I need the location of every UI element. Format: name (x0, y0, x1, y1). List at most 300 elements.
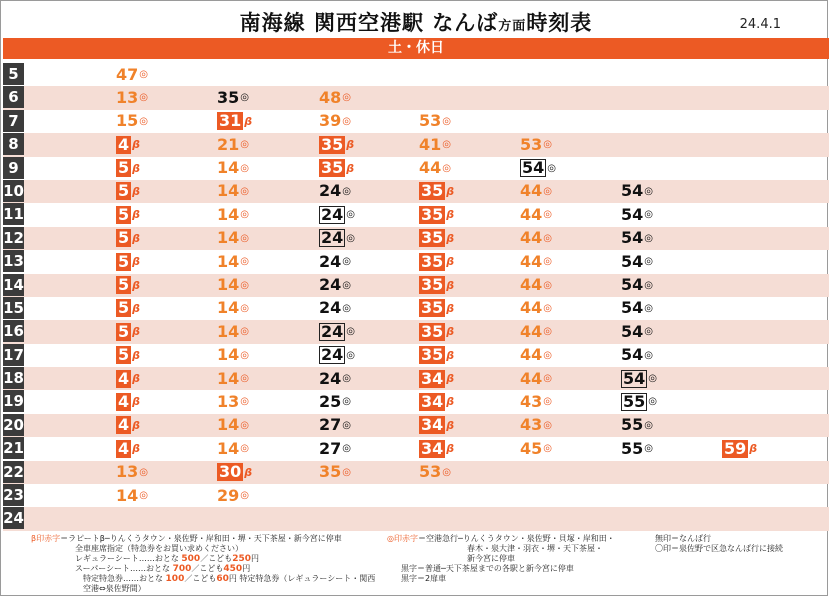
departure-time (116, 158, 140, 179)
revision-date: 24.4.1 (739, 17, 781, 32)
departure-time (116, 415, 140, 436)
hour-label: 6 (3, 86, 24, 108)
departure-minute: 44 (419, 158, 442, 178)
departure-time (520, 391, 552, 412)
departure-minute: 30 (219, 462, 242, 482)
rapit-beta-icon: β (446, 418, 455, 432)
departure-time (116, 485, 148, 506)
departure-minute: 48 (319, 87, 342, 107)
departure-minute: 44 (520, 228, 543, 248)
departure-time (319, 298, 351, 319)
departure-minute: 5 (118, 251, 130, 271)
departure-minute: 44 (520, 181, 543, 201)
express-circle-icon: ◎ (543, 185, 552, 197)
departure-time (520, 415, 552, 436)
departure-time (419, 345, 454, 366)
express-circle-icon: ◎ (240, 419, 249, 431)
rapit-beta-icon: β (132, 278, 141, 292)
rapit-beta-icon: β (132, 395, 141, 409)
departure-minute: 34 (421, 391, 444, 411)
departure-time (520, 228, 552, 249)
express-circle-icon: ◎ (346, 209, 355, 221)
rapit-beta-icon: β (446, 301, 455, 315)
title-direction: 方面 (498, 19, 527, 34)
hour-row (3, 250, 829, 273)
departure-time (419, 321, 454, 342)
hour-label: 13 (3, 252, 24, 271)
departure-time (319, 204, 355, 225)
departure-time (319, 275, 351, 296)
departure-minute: 5 (118, 158, 130, 178)
express-circle-icon: ◎ (644, 185, 653, 197)
legend-rapit-stops: ＝ラピートβ─りんくうタウン・泉佐野・岸和田・堺・天下茶屋・新今宮に停車 (60, 534, 342, 543)
hour-row (3, 461, 829, 484)
rapit-beta-icon: β (346, 161, 355, 175)
departure-minute: 4 (118, 438, 130, 458)
hour-label: 23 (3, 486, 24, 505)
departure-minute: 27 (319, 438, 342, 458)
express-circle-icon: ◎ (240, 232, 249, 244)
departure-minute: 53 (520, 134, 543, 154)
express-circle-icon: ◎ (442, 139, 451, 151)
departure-time (217, 345, 249, 366)
hour-label: 19 (3, 392, 24, 411)
departure-minute: 24 (321, 204, 344, 224)
departure-time (217, 415, 249, 436)
rapit-beta-icon: β (446, 325, 455, 339)
departure-minute: 27 (319, 415, 342, 435)
departure-time (520, 321, 552, 342)
departure-time (621, 298, 653, 319)
express-circle-icon: ◎ (342, 419, 351, 431)
hour-label: 24 (3, 509, 24, 528)
departure-time (116, 298, 140, 319)
hour-label: 11 (3, 205, 24, 224)
departure-time (520, 438, 552, 459)
departure-time (520, 134, 552, 155)
hour-row (3, 507, 829, 530)
rapit-beta-icon: β (446, 231, 455, 245)
rapit-beta-icon: β (132, 348, 141, 362)
express-circle-icon: ◎ (442, 162, 451, 174)
express-circle-icon: ◎ (543, 326, 552, 338)
departure-minute: 35 (217, 87, 240, 107)
rapit-beta-icon: β (132, 418, 141, 432)
departure-minute: 21 (217, 134, 240, 154)
express-circle-icon: ◎ (543, 139, 552, 151)
hour-row (3, 227, 829, 250)
hour-label: 22 (3, 462, 24, 481)
hour-row (3, 414, 829, 437)
departure-time (217, 391, 249, 412)
hour-label: 10 (3, 181, 24, 200)
departure-time (419, 438, 454, 459)
departure-time (217, 368, 249, 389)
departure-time (621, 251, 653, 272)
departure-time (319, 345, 355, 366)
express-circle-icon: ◎ (342, 443, 351, 455)
departure-time (520, 345, 552, 366)
legend-beta-mark: β印 (31, 534, 45, 543)
departure-minute: 15 (116, 111, 139, 131)
departure-time (621, 345, 653, 366)
departure-time (319, 87, 351, 108)
express-circle-icon: ◎ (240, 139, 249, 151)
departure-time (520, 158, 556, 179)
express-circle-icon: ◎ (543, 232, 552, 244)
rapit-beta-icon: β (132, 325, 141, 339)
hour-row (3, 320, 829, 343)
departure-time (419, 204, 454, 225)
express-circle-icon: ◎ (648, 373, 657, 385)
departure-minute: 35 (421, 321, 444, 341)
express-circle-icon: ◎ (139, 69, 148, 80)
departure-minute: 59 (724, 438, 747, 458)
express-circle-icon: ◎ (644, 302, 653, 314)
express-circle-icon: ◎ (139, 92, 148, 104)
departure-time (116, 321, 140, 342)
departure-time (116, 134, 140, 155)
hour-row (3, 203, 829, 226)
rapit-beta-icon: β (132, 231, 141, 245)
departure-time (621, 368, 657, 389)
departure-minute: 54 (623, 368, 646, 388)
departure-time (217, 204, 249, 225)
departure-minute: 25 (319, 391, 342, 411)
rapit-beta-icon: β (132, 301, 141, 315)
departure-time (520, 251, 552, 272)
departure-minute: 54 (621, 298, 644, 318)
departure-time (217, 485, 249, 506)
rapit-beta-icon: β (132, 442, 141, 456)
hour-label: 14 (3, 275, 24, 294)
departure-time (319, 251, 351, 272)
departure-minute: 53 (419, 462, 442, 482)
rapit-beta-icon: β (132, 184, 141, 198)
express-circle-icon: ◎ (240, 256, 249, 268)
departure-time (217, 228, 249, 249)
departure-minute: 14 (217, 345, 240, 365)
express-circle-icon: ◎ (342, 373, 351, 385)
departure-minute: 5 (118, 204, 130, 224)
rapit-beta-icon: β (132, 208, 141, 222)
departure-minute: 14 (217, 438, 240, 458)
express-circle-icon: ◎ (644, 419, 653, 431)
hour-row (3, 297, 829, 320)
departure-minute: 53 (419, 111, 442, 131)
hour-label: 16 (3, 322, 24, 341)
express-circle-icon: ◎ (240, 490, 249, 502)
express-circle-icon: ◎ (342, 185, 351, 197)
departure-minute: 43 (520, 391, 543, 411)
express-circle-icon: ◎ (346, 232, 355, 244)
express-circle-icon: ◎ (139, 490, 148, 502)
express-circle-icon: ◎ (644, 279, 653, 291)
departure-minute: 44 (520, 251, 543, 271)
departure-minute: 34 (421, 368, 444, 388)
departure-time (520, 298, 552, 319)
departure-time (722, 438, 757, 459)
departure-minute: 54 (621, 181, 644, 201)
departure-time (217, 321, 249, 342)
departure-minute: 5 (118, 345, 130, 365)
hour-row (3, 86, 829, 109)
departure-minute: 35 (319, 462, 342, 482)
express-circle-icon: ◎ (644, 209, 653, 221)
departure-time (621, 181, 653, 202)
departure-minute: 13 (116, 462, 139, 482)
departure-time (319, 415, 351, 436)
departure-minute: 31 (219, 111, 242, 131)
departure-minute: 24 (321, 321, 344, 341)
departure-minute: 5 (118, 321, 130, 341)
departure-time (116, 64, 148, 85)
rapit-beta-icon: β (446, 278, 455, 292)
departure-time (520, 275, 552, 296)
departure-minute: 34 (421, 438, 444, 458)
departure-minute: 13 (116, 87, 139, 107)
departure-minute: 54 (621, 321, 644, 341)
hour-row (3, 367, 829, 390)
express-circle-icon: ◎ (543, 396, 552, 408)
departure-minute: 4 (118, 134, 130, 154)
rapit-beta-icon: β (244, 465, 253, 479)
departure-minute: 4 (118, 415, 130, 435)
express-circle-icon: ◎ (543, 302, 552, 314)
departure-time (419, 158, 451, 179)
departure-minute: 5 (118, 275, 130, 295)
hour-row (3, 390, 829, 413)
departure-minute: 14 (217, 368, 240, 388)
express-circle-icon: ◎ (139, 115, 148, 127)
title-suffix: 時刻表 (526, 11, 593, 35)
departure-minute: 4 (118, 391, 130, 411)
departure-minute: 14 (217, 321, 240, 341)
rapit-beta-icon: β (446, 208, 455, 222)
departure-time (319, 158, 354, 179)
express-circle-icon: ◎ (342, 302, 351, 314)
hour-row (3, 437, 829, 460)
rapit-beta-icon: β (346, 138, 355, 152)
departure-time (319, 134, 354, 155)
express-circle-icon: ◎ (342, 92, 351, 104)
departure-time (419, 275, 454, 296)
departure-minute: 24 (319, 275, 342, 295)
rapit-beta-icon: β (446, 372, 455, 386)
departure-time (520, 181, 552, 202)
express-circle-icon: ◎ (240, 326, 249, 338)
departure-minute: 29 (217, 485, 240, 505)
departure-minute: 54 (621, 204, 644, 224)
legend-regular-price: レギュラーシート……おとな 500／こども250円 (75, 554, 259, 564)
hour-label: 12 (3, 228, 24, 247)
departure-minute: 39 (319, 111, 342, 131)
departure-minute: 13 (217, 391, 240, 411)
hour-label: 15 (3, 298, 24, 317)
hour-row (3, 157, 829, 180)
rapit-beta-icon: β (132, 372, 141, 386)
express-circle-icon: ◎ (442, 115, 451, 127)
departure-time (217, 251, 249, 272)
departure-minute: 55 (621, 438, 644, 458)
express-circle-icon: ◎ (240, 349, 249, 361)
express-circle-icon: ◎ (346, 326, 355, 338)
departure-time (116, 228, 140, 249)
departure-time (116, 391, 140, 412)
departure-time (319, 181, 351, 202)
departure-minute: 14 (217, 275, 240, 295)
express-circle-icon: ◎ (342, 256, 351, 268)
departure-time (217, 111, 252, 132)
departure-minute: 35 (321, 158, 344, 178)
departure-time (419, 228, 454, 249)
departure-time (621, 204, 653, 225)
departure-time (319, 391, 351, 412)
express-circle-icon: ◎ (648, 396, 657, 408)
express-circle-icon: ◎ (644, 256, 653, 268)
departure-time (116, 345, 140, 366)
departure-time (419, 462, 451, 483)
departure-minute: 44 (520, 204, 543, 224)
hour-row (3, 133, 829, 156)
departure-time (319, 228, 355, 249)
express-circle-icon: ◎ (342, 279, 351, 291)
departure-minute: 54 (621, 251, 644, 271)
departure-time (319, 438, 351, 459)
departure-minute: 41 (419, 134, 442, 154)
express-circle-icon: ◎ (543, 373, 552, 385)
departure-minute: 44 (520, 368, 543, 388)
hour-label: 7 (3, 110, 24, 132)
hour-label: 20 (3, 415, 24, 434)
timetable-grid (3, 63, 829, 531)
departure-time (116, 462, 148, 483)
departure-minute: 35 (421, 275, 444, 295)
express-circle-icon: ◎ (543, 279, 552, 291)
title-main: 南海線 関西空港駅 なんば (239, 11, 499, 35)
departure-time (621, 228, 653, 249)
express-circle-icon: ◎ (240, 302, 249, 314)
legend-reserved-note: 全車座席指定（特急券をお買い求めください） (75, 544, 243, 553)
departure-minute: 55 (621, 415, 644, 435)
legend-rapit (31, 534, 381, 594)
departure-minute: 54 (621, 228, 644, 248)
departure-time (217, 158, 249, 179)
departure-time (217, 87, 249, 108)
hour-row (3, 274, 829, 297)
departure-time (116, 438, 140, 459)
departure-time (217, 181, 249, 202)
express-circle-icon: ◎ (543, 419, 552, 431)
hour-label: 9 (3, 157, 24, 179)
departure-minute: 35 (421, 345, 444, 365)
express-circle-icon: ◎ (240, 443, 249, 455)
departure-minute: 24 (319, 181, 342, 201)
express-circle-icon: ◎ (240, 162, 249, 174)
departure-time (116, 275, 140, 296)
departure-time (116, 87, 148, 108)
departure-time (419, 415, 454, 436)
express-circle-icon: ◎ (240, 279, 249, 291)
hour-label: 8 (3, 133, 24, 155)
departure-minute: 14 (217, 158, 240, 178)
departure-minute: 35 (421, 251, 444, 271)
departure-time (217, 134, 249, 155)
express-circle-icon: ◎ (342, 396, 351, 408)
hour-row (3, 110, 829, 133)
departure-minute: 4 (118, 368, 130, 388)
departure-minute: 44 (520, 321, 543, 341)
departure-minute: 54 (621, 275, 644, 295)
departure-time (116, 368, 140, 389)
departure-time (621, 391, 657, 412)
departure-minute: 14 (217, 181, 240, 201)
hour-row (3, 484, 829, 507)
departure-time (520, 368, 552, 389)
departure-minute: 24 (319, 298, 342, 318)
express-circle-icon: ◎ (346, 349, 355, 361)
departure-time (520, 204, 552, 225)
departure-time (419, 368, 454, 389)
legend-super-price: スーパーシート……おとな 700／こども450円 (75, 564, 251, 574)
express-circle-icon: ◎ (442, 466, 451, 478)
hour-label: 18 (3, 369, 24, 388)
departure-time (116, 204, 140, 225)
rapit-beta-icon: β (132, 138, 141, 152)
departure-time (319, 111, 351, 132)
departure-time (419, 391, 454, 412)
legend-destination: 無印＝なんば行 〇印＝泉佐野で区急なんば行に接続 (655, 534, 783, 553)
hour-row (3, 344, 829, 367)
rapit-beta-icon: β (446, 442, 455, 456)
day-type-header: 土・休日 (3, 38, 829, 59)
express-circle-icon: ◎ (644, 326, 653, 338)
departure-minute: 24 (321, 228, 344, 248)
express-circle-icon: ◎ (240, 92, 249, 104)
hour-label: 21 (3, 439, 24, 458)
departure-time (116, 181, 140, 202)
departure-time (621, 415, 653, 436)
departure-minute: 14 (217, 228, 240, 248)
express-circle-icon: ◎ (139, 466, 148, 478)
departure-minute: 14 (217, 298, 240, 318)
departure-minute: 35 (421, 298, 444, 318)
departure-time (419, 298, 454, 319)
departure-minute: 35 (421, 228, 444, 248)
express-circle-icon: ◎ (240, 373, 249, 385)
hour-row (3, 63, 829, 86)
departure-minute: 44 (520, 298, 543, 318)
page-title (1, 7, 830, 37)
departure-minute: 5 (118, 181, 130, 201)
departure-time (217, 462, 252, 483)
departure-time (621, 438, 653, 459)
departure-minute: 55 (623, 391, 646, 411)
departure-minute: 5 (118, 228, 130, 248)
departure-time (419, 251, 454, 272)
departure-time (319, 462, 351, 483)
departure-minute: 54 (621, 345, 644, 365)
departure-minute: 35 (421, 181, 444, 201)
express-circle-icon: ◎ (240, 185, 249, 197)
departure-minute: 45 (520, 438, 543, 458)
departure-minute: 24 (321, 345, 344, 365)
departure-time (319, 368, 351, 389)
rapit-beta-icon: β (244, 114, 253, 128)
hour-label: 5 (3, 63, 24, 85)
departure-minute: 44 (520, 275, 543, 295)
departure-time (217, 298, 249, 319)
